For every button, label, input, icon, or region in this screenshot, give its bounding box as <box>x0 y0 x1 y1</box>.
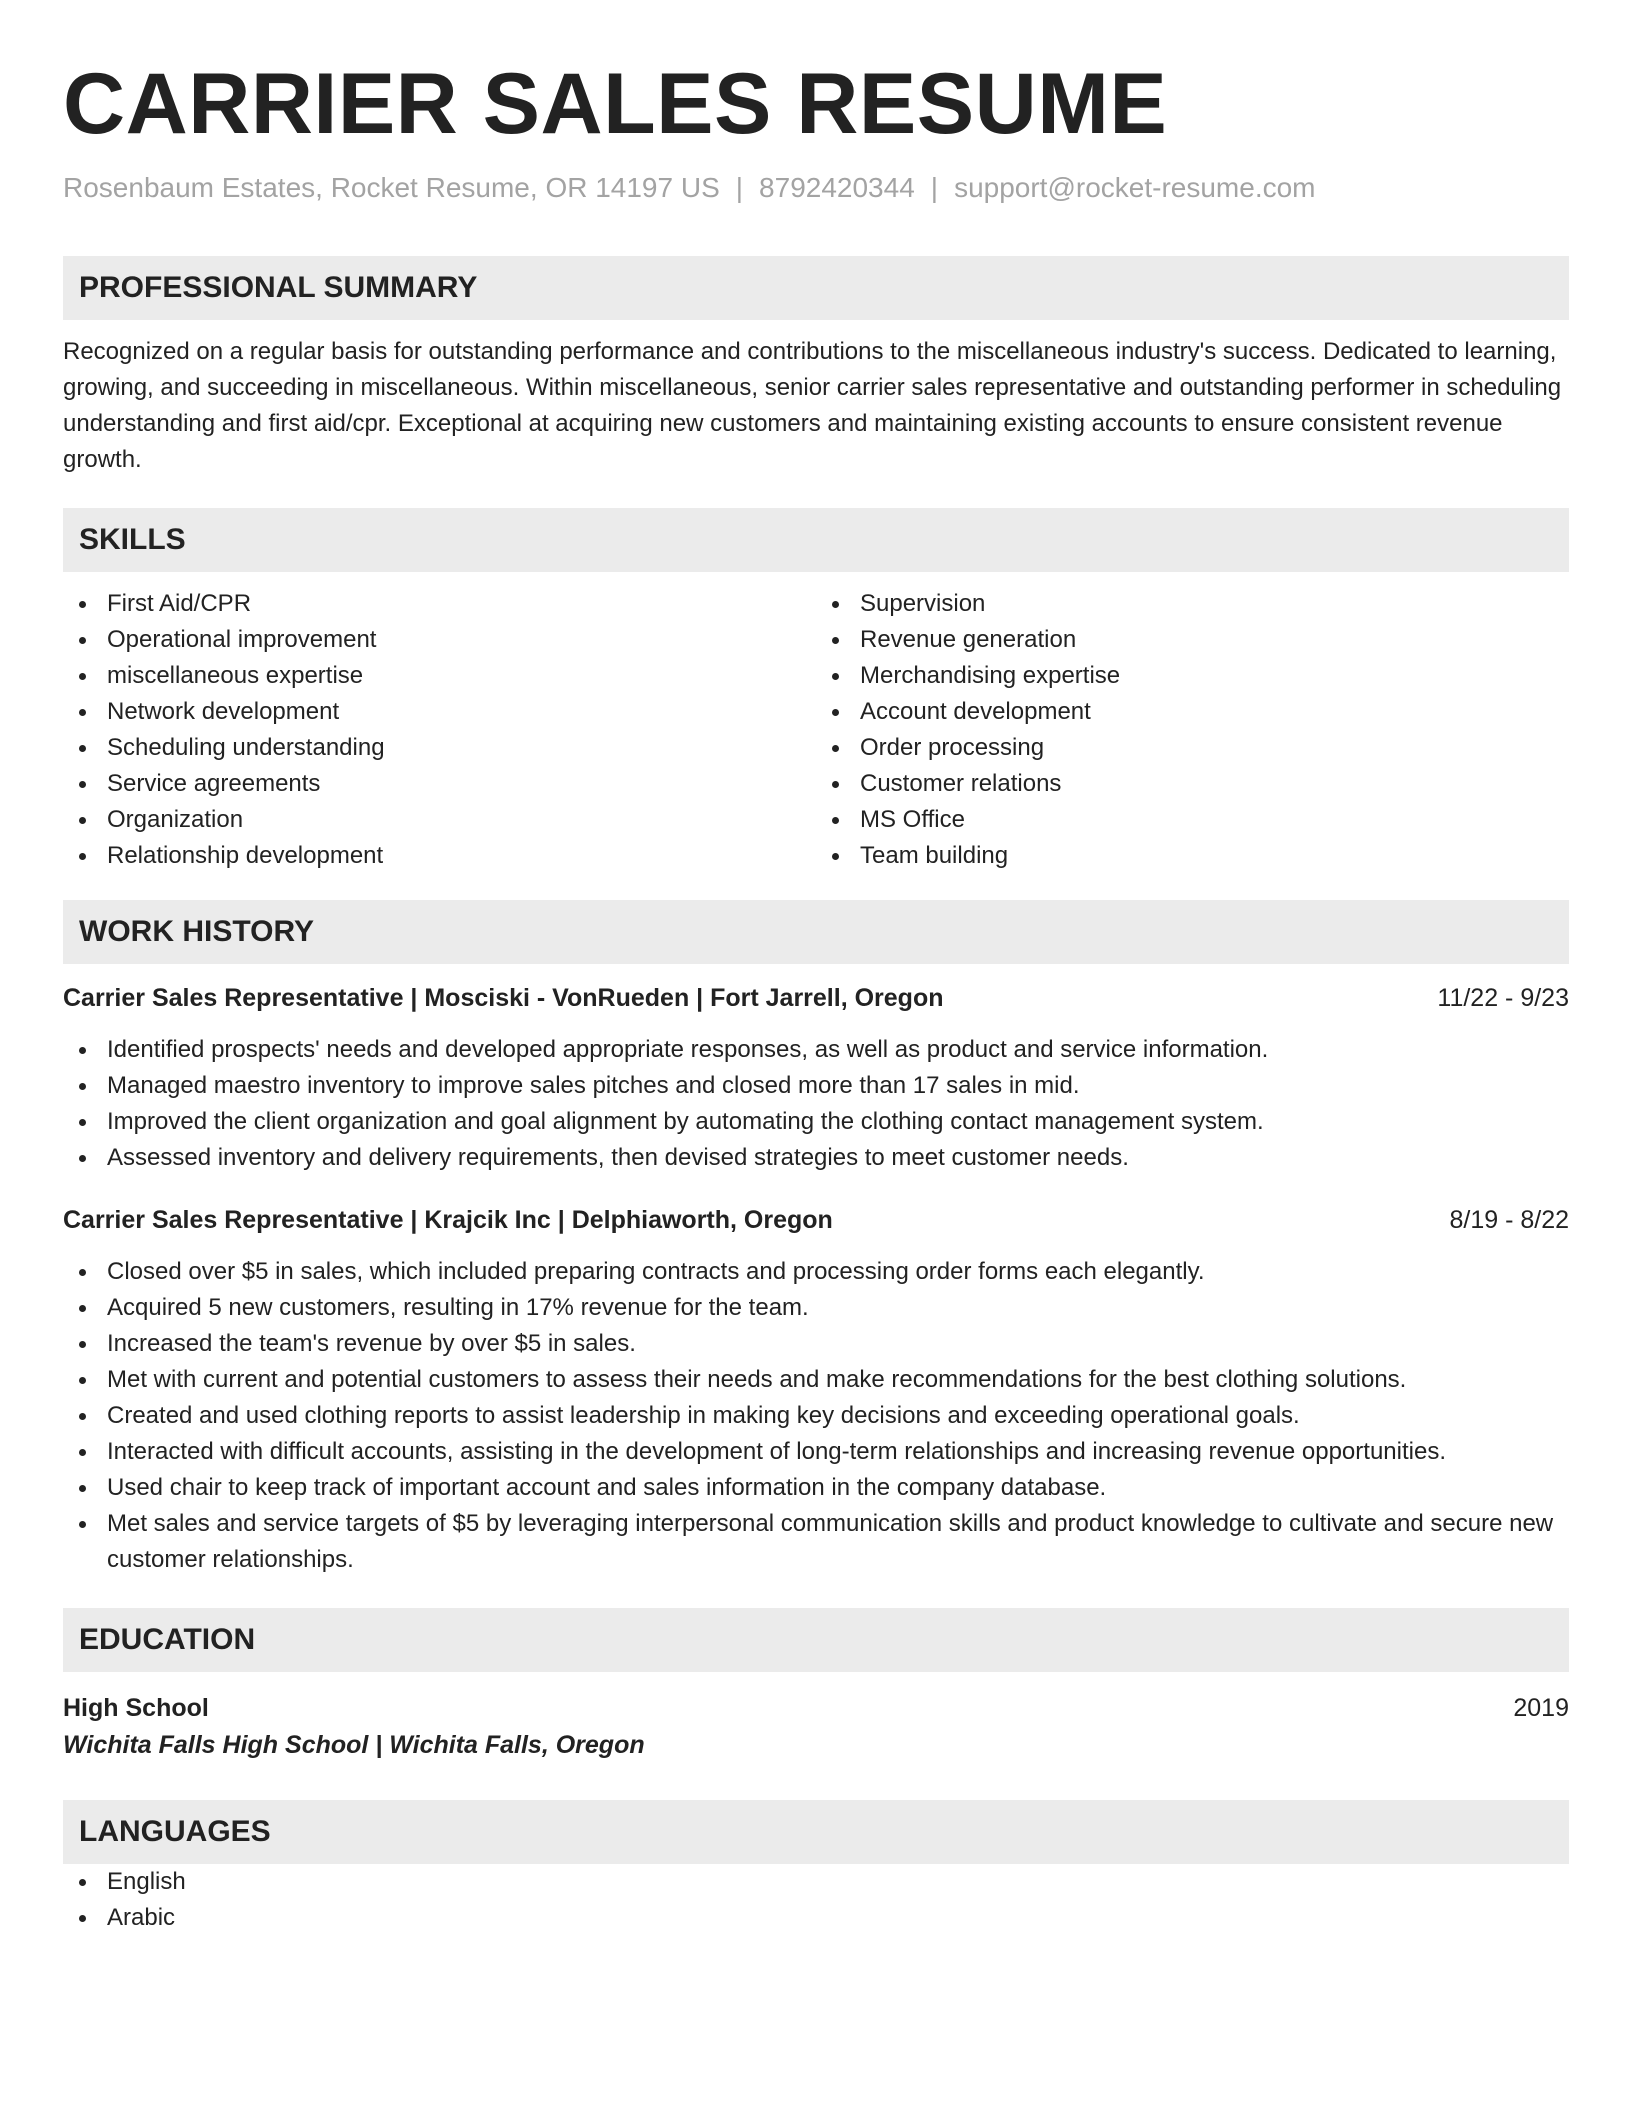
contact-separator: | <box>735 172 744 203</box>
contact-phone: 8792420344 <box>759 172 915 203</box>
skills-column-left <box>63 586 816 874</box>
job-bullet: Assessed inventory and delivery requirements, then devised strategies to meet customer needs. <box>63 1140 1569 1176</box>
skill-item: First Aid/CPR <box>63 586 816 622</box>
education-heading: EDUCATION <box>63 1608 1569 1672</box>
contact-separator: | <box>930 172 939 203</box>
job-title: Carrier Sales Representative | Krajcik Inc | Delphiaworth, Oregon <box>63 1206 833 1234</box>
skill-item: Revenue generation <box>816 622 1569 658</box>
skill-item: miscellaneous expertise <box>63 658 816 694</box>
job-bullet: Identified prospects' needs and developed appropriate responses, as well as product and service information. <box>63 1032 1569 1068</box>
job-dates: 8/19 - 8/22 <box>1449 1206 1569 1234</box>
work-history-heading: WORK HISTORY <box>63 900 1569 964</box>
job-bullet: Closed over $5 in sales, which included preparing contracts and processing order forms each elegantly. <box>63 1254 1569 1290</box>
job-bullet: Met with current and potential customers to assess their needs and make recommendations for the best clothing solutions. <box>63 1362 1569 1398</box>
skill-item: Scheduling understanding <box>63 730 816 766</box>
job-entry <box>63 980 1569 1176</box>
job-entry <box>63 1202 1569 1578</box>
job-bullet: Improved the client organization and goal alignment by automating the clothing contact management system. <box>63 1104 1569 1140</box>
education-school: Wichita Falls High School | Wichita Falls, Oregon <box>63 1731 645 1759</box>
job-bullet: Met sales and service targets of $5 by leveraging interpersonal communication skills and product knowledge to cultivate and secure new customer relationships. <box>63 1506 1569 1578</box>
education-year: 2019 <box>1513 1694 1569 1722</box>
skills-heading: SKILLS <box>63 508 1569 572</box>
education-degree: High School <box>63 1694 209 1722</box>
skill-item: Order processing <box>816 730 1569 766</box>
skill-item: Relationship development <box>63 838 816 874</box>
contact-line <box>63 170 1569 206</box>
language-item: English <box>63 1864 1569 1900</box>
job-dates: 11/22 - 9/23 <box>1437 984 1569 1012</box>
job-bullet: Acquired 5 new customers, resulting in 17% revenue for the team. <box>63 1290 1569 1326</box>
languages-list <box>63 1864 1569 1936</box>
job-bullet: Managed maestro inventory to improve sales pitches and closed more than 17 sales in mid. <box>63 1068 1569 1104</box>
skill-item: Network development <box>63 694 816 730</box>
skill-item: MS Office <box>816 802 1569 838</box>
language-item: Arabic <box>63 1900 1569 1936</box>
summary-text: Recognized on a regular basis for outstanding performance and contributions to the miscellaneous industry's success. Dedicated to learning, growing, and succeeding in miscellaneous. Within miscellaneous, senior carrier sales representative and outstanding performer in scheduling understanding and first aid/cpr. Exceptional at acquiring new customers and maintaining existing accounts to ensure consistent revenue growth. <box>63 338 1562 473</box>
skill-item: Account development <box>816 694 1569 730</box>
contact-address: Rosenbaum Estates, Rocket Resume, OR 14197 US <box>63 172 720 203</box>
skill-item: Customer relations <box>816 766 1569 802</box>
resume-title: CARRIER SALES RESUME <box>63 56 1168 152</box>
skills-column-right <box>816 586 1569 874</box>
job-bullet: Used chair to keep track of important account and sales information in the company database. <box>63 1470 1569 1506</box>
job-header <box>63 1202 1569 1238</box>
contact-email: support@rocket-resume.com <box>954 172 1316 203</box>
education-header <box>63 1690 1569 1726</box>
skill-item: Supervision <box>816 586 1569 622</box>
languages-heading: LANGUAGES <box>63 1800 1569 1864</box>
skill-item: Operational improvement <box>63 622 816 658</box>
job-bullet: Created and used clothing reports to assist leadership in making key decisions and exceeding operational goals. <box>63 1398 1569 1434</box>
education-entry <box>63 1690 1569 1764</box>
skills-grid <box>63 586 1569 874</box>
skill-item: Team building <box>816 838 1569 874</box>
skill-item: Service agreements <box>63 766 816 802</box>
job-bullet: Increased the team's revenue by over $5 in sales. <box>63 1326 1569 1362</box>
skill-item: Merchandising expertise <box>816 658 1569 694</box>
job-header <box>63 980 1569 1016</box>
job-bullet: Interacted with difficult accounts, assisting in the development of long-term relationships and increasing revenue opportunities. <box>63 1434 1569 1470</box>
summary-heading: PROFESSIONAL SUMMARY <box>63 256 1569 320</box>
job-title: Carrier Sales Representative | Mosciski - VonRueden | Fort Jarrell, Oregon <box>63 984 944 1012</box>
job-bullets <box>63 1254 1569 1578</box>
skill-item: Organization <box>63 802 816 838</box>
job-bullets <box>63 1032 1569 1176</box>
